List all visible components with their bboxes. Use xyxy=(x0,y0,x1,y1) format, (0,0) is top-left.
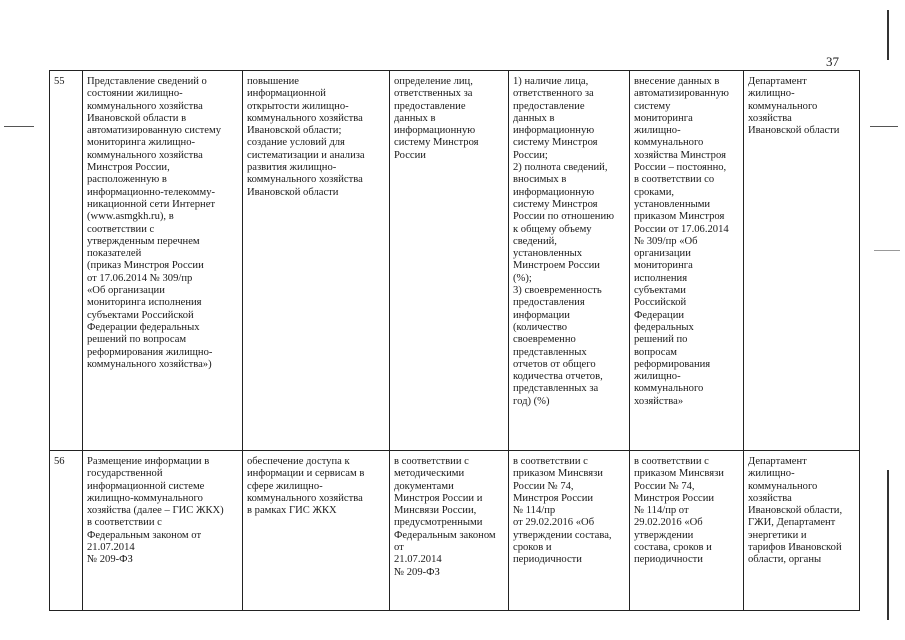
table-row xyxy=(50,71,860,451)
scan-artifact xyxy=(4,126,34,127)
measure-result: определение лиц, ответственных за предоставление данных в информационную систему Минстроя России xyxy=(390,71,509,451)
row-number: 55 xyxy=(50,71,83,451)
measure-goal: обеспечение доступа к информации и сервисам в сфере жилищно- коммунального хозяйства в рамках ГИС ЖКХ xyxy=(243,451,390,611)
scan-artifact xyxy=(887,470,889,620)
measure-deadline: внесение данных в автоматизированную систему мониторинга жилищно- коммунального хозяйства Минстроя России – постоянно, в соответствии со сроками, установленными приказом Минстроя России от 17.06.2014 № 309/пр «Об организации мониторинга исполнения субъектами Российской Федерации федеральных решений по вопросам реформирования жилищно- коммунального хозяйства» xyxy=(630,71,744,451)
measure-responsible: Департамент жилищно- коммунального хозяйства Ивановской области, ГЖИ, Департамент энергетики и тарифов Ивановской области, органы xyxy=(744,451,860,611)
table-row xyxy=(50,451,860,611)
measure-description: Представление сведений о состоянии жилищно- коммунального хозяйства Ивановской области в автоматизированную систему мониторинга жилищно- коммунального хозяйства Минстроя России, расположенную в информационно-телекомму- никационной сети Интернет (www.asmgkh.ru), в соответствии с утвержденным перечнем показателей (приказ Минстроя России от 17.06.2014 № 309/пр «Об организации мониторинга исполнения субъектами Российской Федерации федеральных решений по вопросам реформирования жилищно- коммунального хозяйства») xyxy=(83,71,243,451)
measure-indicators: в соответствии с приказом Минсвязи России № 74, Минстроя России № 114/пр от 29.02.2016 «Об утверждении состава, сроков и периодичности xyxy=(509,451,630,611)
measure-indicators: 1) наличие лица, ответственного за предоставление данных в информационную систему Минстроя России; 2) полнота сведений, вносимых в информационную систему Минстроя России по отношению к общему объему сведений, установленных Минстроем России (%); 3) своевременность предоставления информации (количество своевременно представленных отчетов от общего кодичества отчетов, представленных за год) (%) xyxy=(509,71,630,451)
scan-artifact xyxy=(870,126,898,127)
page-number: 37 xyxy=(826,54,839,69)
measures-table xyxy=(49,70,860,611)
measure-result: в соответствии с методическими документами Минстроя России и Минсвязи России, предусмотренными Федеральным законом от 21.07.2014 № 209-ФЗ xyxy=(390,451,509,611)
measure-deadline: в соответствии с приказом Минсвязи России № 74, Минстроя России № 114/пр от 29.02.2016 «Об утверждении состава, сроков и периодичности xyxy=(630,451,744,611)
row-number: 56 xyxy=(50,451,83,611)
measure-description: Размещение информации в государственной информационной системе жилищно-коммунального хозяйства (далее – ГИС ЖКХ) в соответствии с Федеральным законом от 21.07.2014 № 209-ФЗ xyxy=(83,451,243,611)
scan-artifact xyxy=(887,10,889,60)
measure-goal: повышение информационной открытости жилищно- коммунального хозяйства Ивановской области; создание условий для систематизации и анализа развития жилищно- коммунального хозяйства Ивановской области xyxy=(243,71,390,451)
measure-responsible: Департамент жилищно- коммунального хозяйства Ивановской области xyxy=(744,71,860,451)
scan-artifact xyxy=(874,250,900,251)
